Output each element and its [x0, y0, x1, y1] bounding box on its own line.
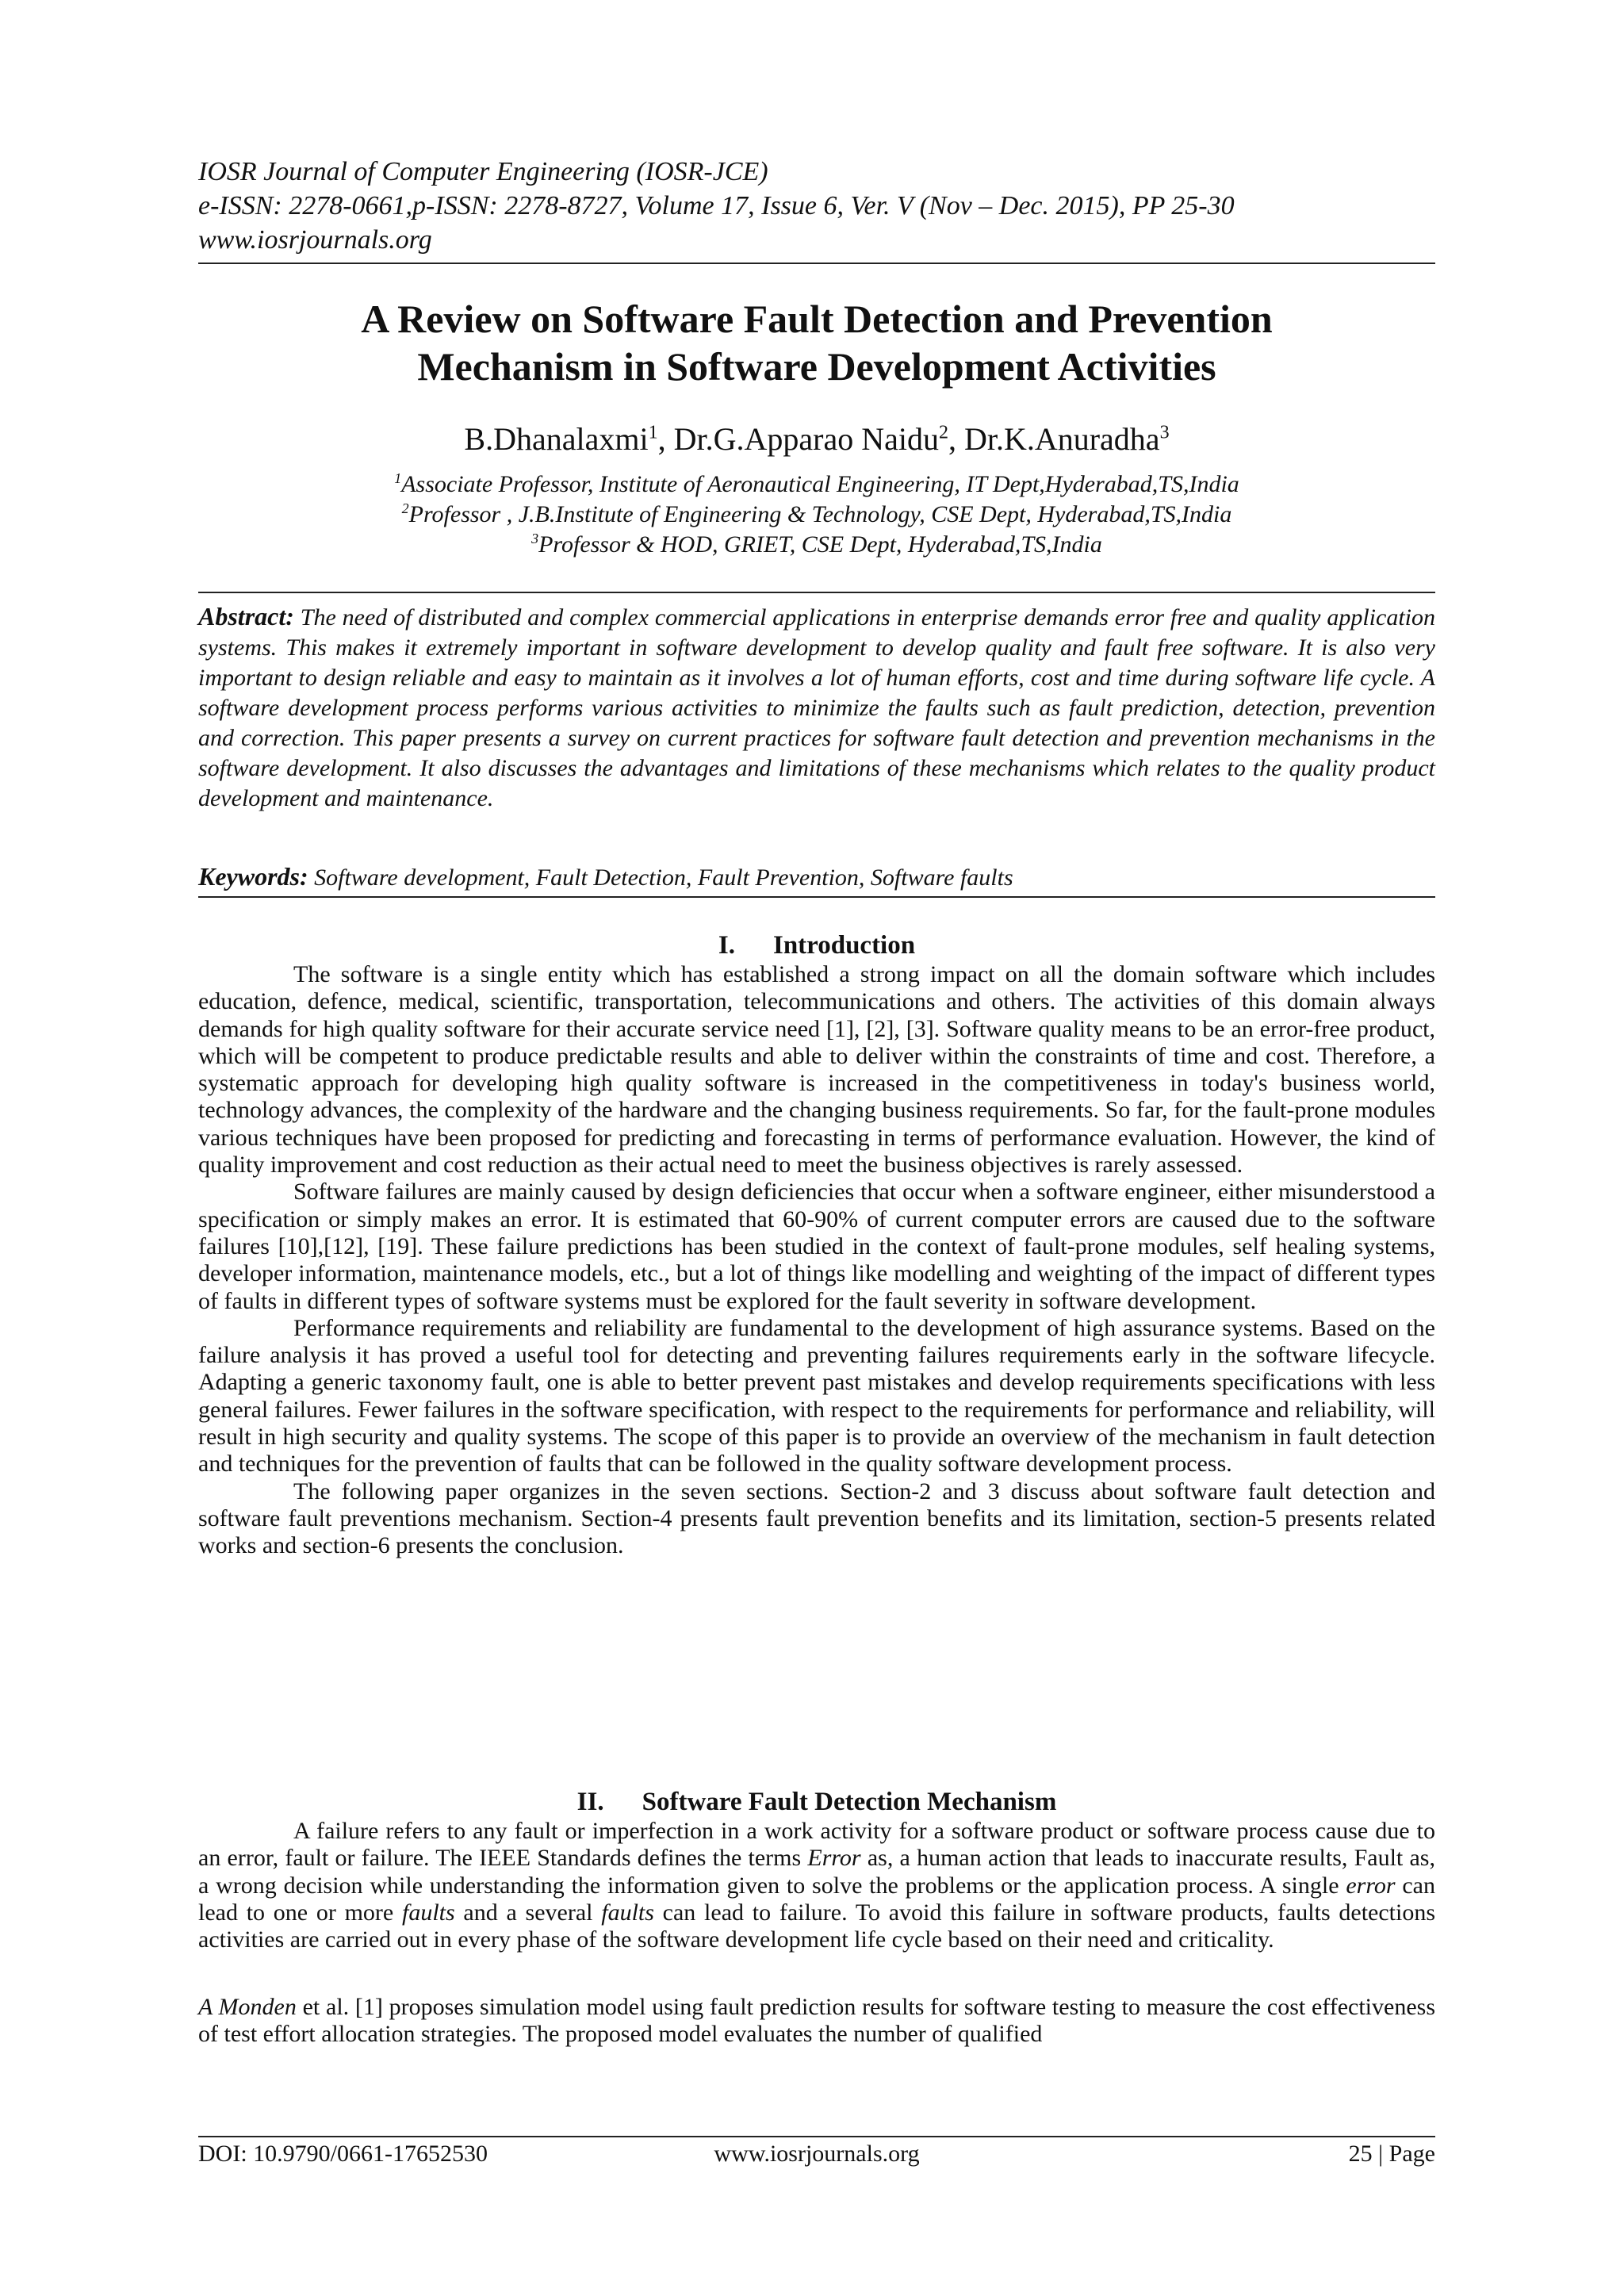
detection-p1-part-a: A failure refers to any fault or imperfection in a work activity for a software product or software process cause due to an error, fault or failure. The IEEE Standards defines the terms: [198, 1818, 1435, 1872]
title-line-1: A Review on Software Fault Detection and Prevention: [361, 297, 1273, 341]
detection-paragraph-1: [198, 1818, 1435, 1953]
section-1-number: I.: [718, 931, 735, 960]
author-2-sup: 2: [938, 422, 948, 443]
footer-rule: [198, 2136, 1435, 2137]
keywords: [198, 861, 1435, 893]
affiliation-1-text: Associate Professor, Institute of Aeronautical Engineering, IT Dept,Hyderabad,TS,India: [401, 471, 1239, 497]
affiliation-3-text: Professor & HOD, GRIET, CSE Dept, Hyderabad,TS,India: [538, 531, 1102, 558]
affiliation-2: [198, 500, 1435, 530]
author-1: B.Dhanalaxmi: [464, 421, 649, 457]
journal-name: IOSR Journal of Computer Engineering (IOSR-JCE): [198, 157, 768, 186]
header-rule: [198, 263, 1435, 264]
section-1-heading: [198, 930, 1435, 961]
section-2-heading: [198, 1786, 1435, 1818]
detection-p1-part-c: can lead to one or more: [198, 1872, 1435, 1926]
abstract-text: The need of distributed and complex commercial applications in enterprise demands error free and quality application systems. This makes it extremely important in software development to develop quality and fault free software. It is also very important to design reliable and easy to maintain as it involves a lot of human efforts, cost and time during software life cycle. A software development process performs various activities to minimize the faults such as fault prediction, detection, prevention and correction. This paper presents a survey on current practices for software fault detection and prevention mechanisms in the software development. It also discusses the advantages and limitations of these mechanisms which relates to the quality product development and maintenance.: [198, 604, 1435, 811]
journal-website: www.iosrjournals.org: [198, 225, 432, 255]
keywords-text: Software development, Fault Detection, Fault Prevention, Software faults: [314, 864, 1013, 891]
title-line-2: Mechanism in Software Development Activities: [417, 344, 1216, 389]
footer-page-number: 25 | Page: [1348, 2141, 1435, 2167]
affiliation-1: [198, 470, 1435, 500]
detection-paragraph-2: [198, 1994, 1435, 2049]
keywords-label: Keywords:: [198, 862, 308, 891]
detection-p1-part-b: as, a human action that leads to inaccurate results, Fault as, a wrong decision while understanding the information given to solve the problems or the application process. A single: [198, 1845, 1435, 1899]
journal-issn: e-ISSN: 2278-0661,p-ISSN: 2278-8727, Volume 17, Issue 6, Ver. V (Nov – Dec. 2015), PP 25-30: [198, 191, 1235, 220]
abstract-rule-bottom: [198, 896, 1435, 898]
section-1-body: [198, 961, 1435, 1560]
author-3: , Dr.K.Anuradha: [948, 421, 1160, 457]
detection-p2-text: et al. [1] proposes simulation model using fault prediction results for software testing to measure the cost effectiveness of test effort allocation strategies. The proposed model evaluates the number of qualified: [198, 1994, 1435, 2048]
section-2-body: [198, 1818, 1435, 1953]
affiliation-3-sup: 3: [531, 531, 539, 546]
author-list: [198, 420, 1435, 458]
abstract: [198, 601, 1435, 814]
affiliation-2-text: Professor , J.B.Institute of Engineering & Technology, CSE Dept, Hyderabad,TS,India: [408, 501, 1232, 527]
term-faults: faults: [401, 1899, 455, 1926]
affiliations: [198, 470, 1435, 560]
footer-website: www.iosrjournals.org: [714, 2141, 920, 2167]
author-3-sup: 3: [1159, 422, 1170, 443]
affiliation-2-sup: 2: [401, 500, 409, 516]
affiliation-3: [198, 530, 1435, 560]
section-1-title: Introduction: [772, 931, 916, 960]
intro-paragraph-2: Software failures are mainly caused by design deficiencies that occur when a software engineer, either misunderstood a specification or simply makes an error. It is estimated that 60-90% of current computer errors are caused due to the software failures [10],[12], [19]. These failure predictions has been studied in the context of fault-prone modules, self healing systems, developer information, maintenance models, etc., but a lot of things like modelling and weighting of the impact of different types of faults in different types of software systems must be explored for the fault severity in software development.: [198, 1179, 1435, 1314]
paper-title: [198, 295, 1435, 390]
affiliation-1-sup: 1: [394, 470, 402, 486]
detection-p1-part-d: and a several: [454, 1899, 602, 1926]
cited-author: A Monden: [198, 1994, 297, 2020]
section-2-number: II.: [576, 1788, 604, 1816]
abstract-label: Abstract:: [198, 602, 294, 631]
detection-p1-part-e: can lead to failure. To avoid this failure in software products, faults detections activities are carried out in every phase of the software development life cycle based on their need and criticality.: [198, 1899, 1436, 1953]
paper-page: [198, 0, 1435, 2296]
term-error-2: error: [1346, 1872, 1396, 1899]
journal-header: [198, 155, 1435, 257]
author-2: , Dr.G.Apparao Naidu: [657, 421, 939, 457]
author-1-sup: 1: [648, 422, 658, 443]
intro-paragraph-4: The following paper organizes in the seven sections. Section-2 and 3 discuss about software fault detection and software fault preventions mechanism. Section-4 presents fault prevention benefits and its limitation, section-5 presents related works and section-6 presents the conclusion.: [198, 1478, 1435, 1559]
section-2-body-continued: [198, 1994, 1435, 2049]
footer-doi: DOI: 10.9790/0661-17652530: [198, 2141, 488, 2167]
term-faults-2: faults: [601, 1899, 654, 1926]
term-error: Error: [807, 1845, 861, 1872]
intro-paragraph-3: Performance requirements and reliability are fundamental to the development of high assurance systems. Based on the failure analysis it has proved a useful tool for detecting and preventing failures requirements early in the software lifecycle. Adapting a generic taxonomy fault, one is able to better prevent past mistakes and develop requirements specifications with less general failures. Fewer failures in the software specification, with respect to the requirements for performance and reliability, will result in high security and quality systems. The scope of this paper is to provide an overview of the mechanism in fault detection and techniques for the prevention of faults that can be followed in the quality software development process.: [198, 1314, 1435, 1478]
abstract-rule-top: [198, 592, 1435, 593]
intro-paragraph-1: The software is a single entity which has established a strong impact on all the domain software which includes education, defence, medical, scientific, transportation, telecommunications and others. The activities of this domain always demands for high quality software for their accurate service need [1], [2], [3]. Software quality means to be an error-free product, which will be competent to produce predictable results and able to deliver within the constraints of time and cost. Therefore, a systematic approach for developing high quality software is increased in the competitiveness in today's business world, technology advances, the complexity of the hardware and the changing business requirements. So far, for the fault-prone modules various techniques have been proposed for predicting and forecasting in terms of performance evaluation. However, the kind of quality improvement and cost reduction as their actual need to meet the business objectives is rarely assessed.: [198, 961, 1435, 1179]
section-2-title: Software Fault Detection Mechanism: [642, 1788, 1057, 1816]
